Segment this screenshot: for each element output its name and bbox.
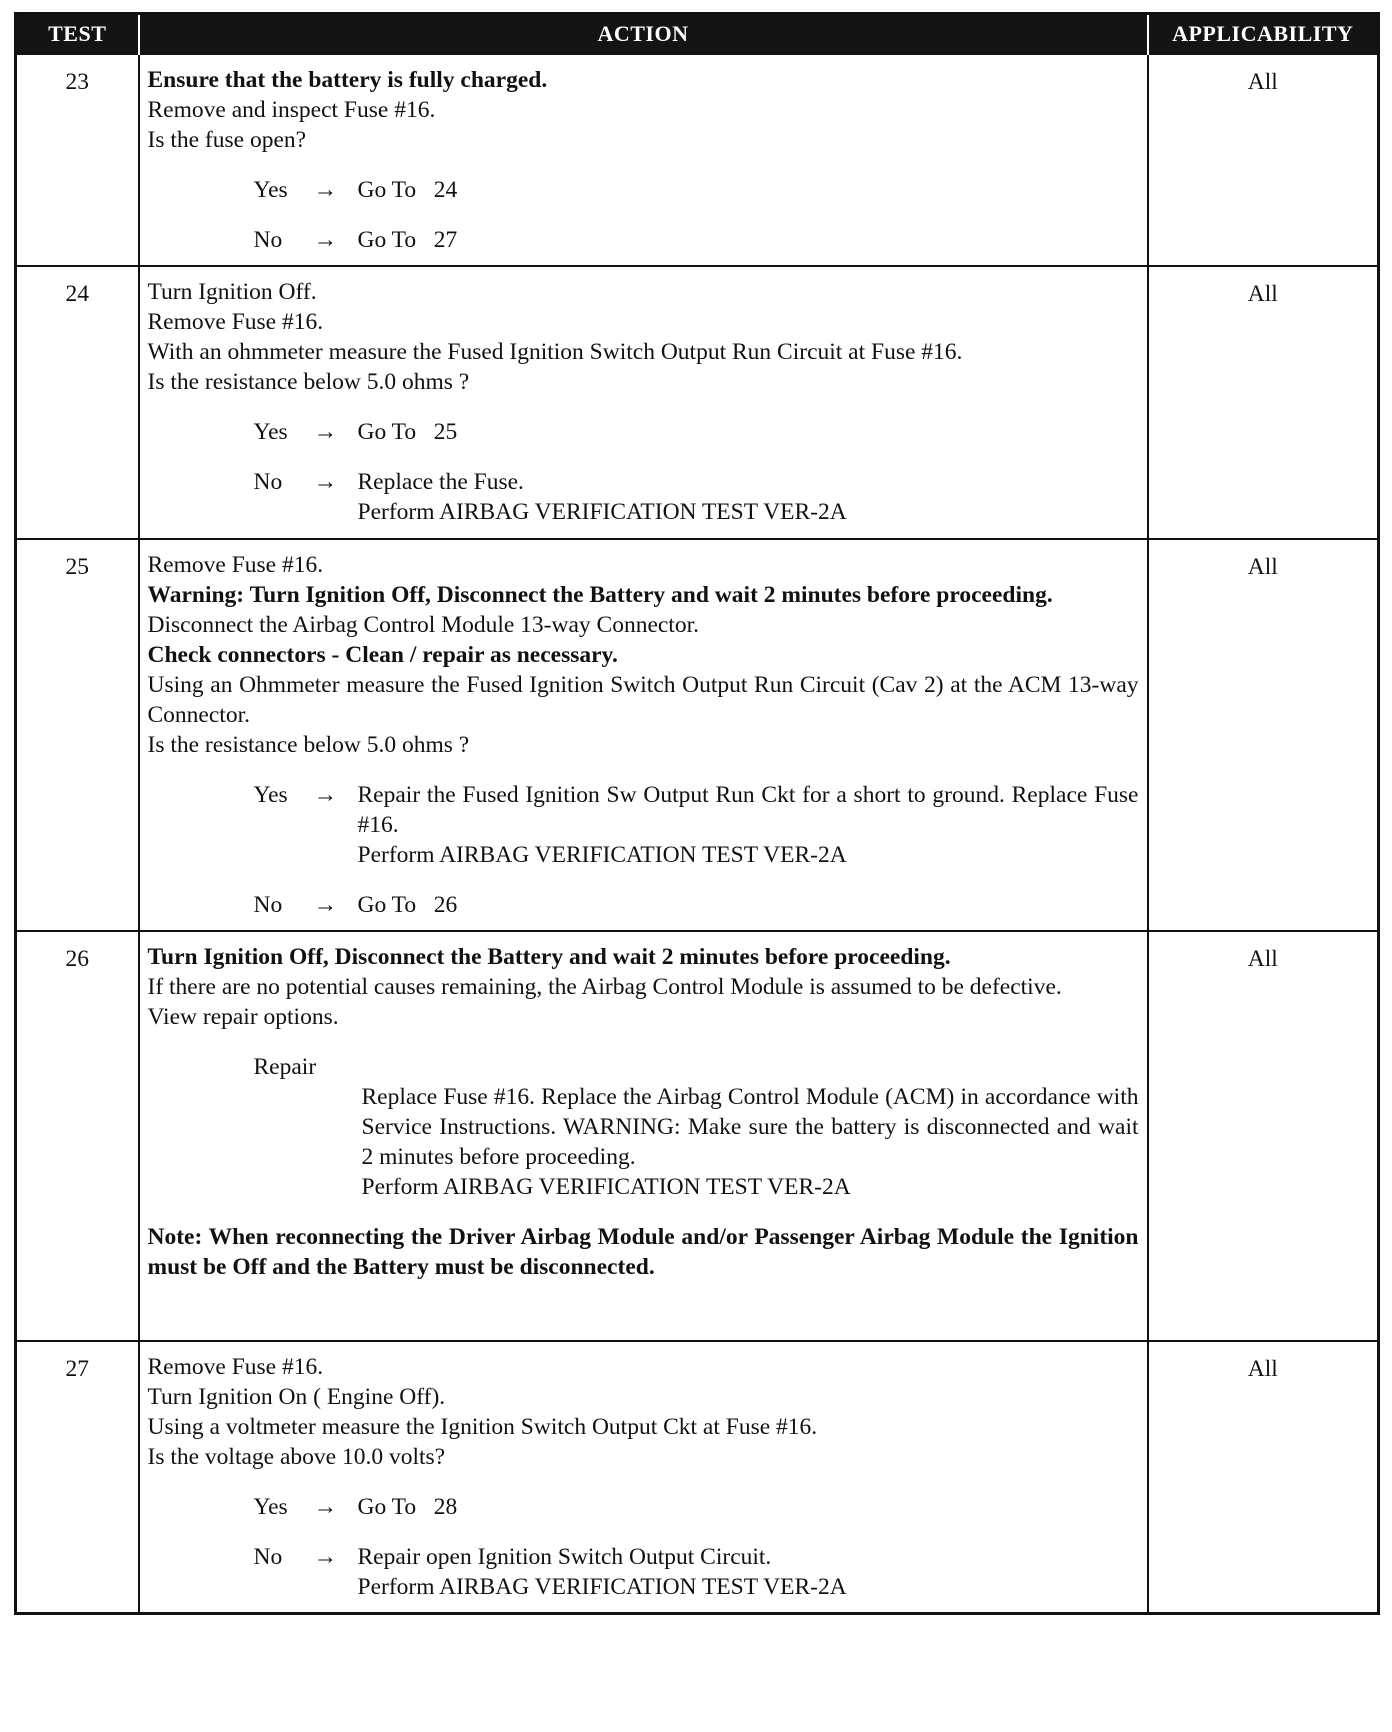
arrow-icon: → xyxy=(313,419,337,445)
action-line: Is the resistance below 5.0 ohms ? xyxy=(147,369,470,395)
arrow-icon: → xyxy=(313,1544,337,1570)
action-line: Remove Fuse #16. xyxy=(147,552,324,578)
diagnostic-test-table xyxy=(14,12,1380,1615)
yes-label: Yes xyxy=(253,177,288,203)
warning-line: Turn Ignition Off, Disconnect the Battery and wait 2 minutes before proceeding. xyxy=(147,944,951,970)
action-line: Remove and inspect Fuse #16. xyxy=(147,97,436,123)
yes-result-line: Repair the Fused Ignition Sw Output Run Ckt for a short to ground. Replace Fuse #16. xyxy=(357,782,1139,838)
action-cell xyxy=(139,1341,1148,1614)
no-result-line: Perform AIRBAG VERIFICATION TEST VER-2A xyxy=(357,499,847,525)
yes-result xyxy=(358,780,1139,870)
yes-label: Yes xyxy=(253,782,288,808)
action-line: View repair options. xyxy=(147,1004,339,1030)
no-result-line: Repair open Ignition Switch Output Circuit. xyxy=(357,1544,772,1570)
action-line: Check connectors - Clean / repair as necessary. xyxy=(147,642,618,668)
action-line: Is the resistance below 5.0 ohms ? xyxy=(147,732,470,758)
yes-label: Yes xyxy=(253,1494,288,1520)
action-cell xyxy=(139,54,1148,266)
no-branch xyxy=(254,467,1139,527)
diagnostic-procedure-page xyxy=(14,12,1377,1615)
action-line: Is the fuse open? xyxy=(147,127,307,153)
no-label: No xyxy=(253,1544,283,1570)
no-result: Go To 26 xyxy=(357,892,458,918)
table-row xyxy=(16,931,1379,1341)
warning-line: Warning: Turn Ignition Off, Disconnect the Battery and wait 2 minutes before proceeding. xyxy=(147,582,1053,608)
arrow-icon: → xyxy=(313,782,337,808)
action-line: Disconnect the Airbag Control Module 13-way Connector. xyxy=(147,612,699,638)
action-line: Remove Fuse #16. xyxy=(147,1354,324,1380)
yes-branch xyxy=(254,1492,1139,1522)
action-line: Remove Fuse #16. xyxy=(147,309,324,335)
repair-line: Replace Fuse #16. Replace the Airbag Control Module (ACM) in accordance with Service Instructions. WARNING: Make sure the battery is disconnected and wait 2 minutes before proceeding. xyxy=(361,1084,1139,1170)
action-cell xyxy=(139,539,1148,931)
test-number: 24 xyxy=(16,266,139,539)
action-line: Ensure that the battery is fully charged. xyxy=(147,67,548,93)
arrow-icon: → xyxy=(313,892,337,918)
arrow-icon: → xyxy=(313,177,337,203)
action-column-header: ACTION xyxy=(139,14,1148,55)
test-number: 25 xyxy=(16,539,139,931)
test-number: 26 xyxy=(16,931,139,1341)
table-row xyxy=(16,1341,1379,1614)
no-branch xyxy=(254,890,1139,920)
applicability-value: All xyxy=(1148,539,1379,931)
repair-instructions xyxy=(362,1082,1139,1202)
applicability-value: All xyxy=(1148,266,1379,539)
no-result: Go To 27 xyxy=(357,227,458,253)
action-line: Using a voltmeter measure the Ignition Switch Output Ckt at Fuse #16. xyxy=(147,1414,818,1440)
applicability-value: All xyxy=(1148,1341,1379,1614)
action-cell xyxy=(139,931,1148,1341)
action-cell xyxy=(139,266,1148,539)
applicability-column-header: APPLICABILITY xyxy=(1148,14,1379,55)
action-line: Turn Ignition Off. xyxy=(147,279,317,305)
yes-result: Go To 24 xyxy=(357,177,458,203)
no-branch xyxy=(254,1542,1139,1602)
applicability-value: All xyxy=(1148,54,1379,266)
table-row xyxy=(16,539,1379,931)
yes-result: Go To 25 xyxy=(357,419,458,445)
no-label: No xyxy=(253,469,283,495)
arrow-icon: → xyxy=(313,469,337,495)
arrow-icon: → xyxy=(313,1494,337,1520)
yes-result-line: Perform AIRBAG VERIFICATION TEST VER-2A xyxy=(357,842,847,868)
yes-label: Yes xyxy=(253,419,288,445)
yes-branch xyxy=(254,780,1139,870)
action-line: Turn Ignition On ( Engine Off). xyxy=(147,1384,446,1410)
applicability-value: All xyxy=(1148,931,1379,1341)
yes-branch xyxy=(254,175,1139,205)
arrow-icon: → xyxy=(313,227,337,253)
repair-line: Perform AIRBAG VERIFICATION TEST VER-2A xyxy=(361,1174,851,1200)
action-line: If there are no potential causes remaining, the Airbag Control Module is assumed to be defective. xyxy=(147,974,1062,1000)
test-column-header: TEST xyxy=(16,14,139,55)
no-result xyxy=(358,467,1139,527)
action-line: Using an Ohmmeter measure the Fused Ignition Switch Output Run Circuit (Cav 2) at the ACM 13-way Connector. xyxy=(147,672,1139,728)
no-result-line: Perform AIRBAG VERIFICATION TEST VER-2A xyxy=(357,1574,847,1600)
no-label: No xyxy=(253,227,283,253)
note-text: Note: When reconnecting the Driver Airbag Module and/or Passenger Airbag Module the Ignition must be Off and the Battery must be disconnected. xyxy=(147,1224,1139,1280)
action-line: With an ohmmeter measure the Fused Ignition Switch Output Run Circuit at Fuse #16. xyxy=(147,339,963,365)
repair-label: Repair xyxy=(253,1054,317,1080)
table-header-row xyxy=(16,14,1379,55)
yes-result: Go To 28 xyxy=(357,1494,458,1520)
yes-branch xyxy=(254,417,1139,447)
table-row xyxy=(16,54,1379,266)
test-number: 23 xyxy=(16,54,139,266)
no-result xyxy=(358,1542,1139,1602)
action-line: Is the voltage above 10.0 volts? xyxy=(147,1444,446,1470)
no-result-line: Replace the Fuse. xyxy=(357,469,524,495)
test-number: 27 xyxy=(16,1341,139,1614)
table-row xyxy=(16,266,1379,539)
no-branch xyxy=(254,225,1139,255)
no-label: No xyxy=(253,892,283,918)
